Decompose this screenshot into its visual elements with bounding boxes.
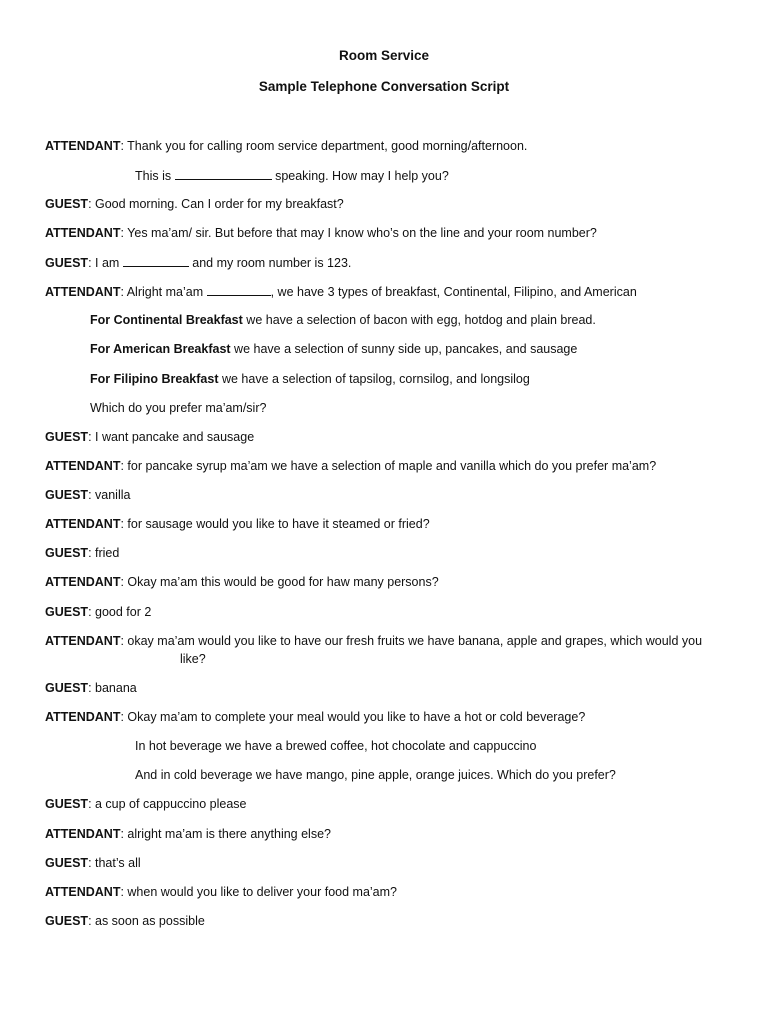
dialogue-text: : Good morning. Can I order for my breakfast? bbox=[88, 197, 344, 211]
speaker-label: GUEST bbox=[45, 856, 89, 870]
dialogue-line bbox=[45, 855, 141, 872]
dialogue-text: This is bbox=[135, 169, 175, 183]
dialogue-line bbox=[45, 913, 205, 930]
dialogue-line bbox=[45, 826, 331, 843]
breakfast-type-label: For American Breakfast bbox=[90, 342, 231, 356]
dialogue-text: : good for 2 bbox=[88, 605, 152, 619]
speaker-label: ATTENDANT bbox=[45, 139, 121, 153]
dialogue-text: like? bbox=[180, 652, 206, 666]
dialogue-text: : Yes ma’am/ sir. But before that may I know who’s on the line and your room number? bbox=[120, 226, 597, 240]
document-title: Room Service bbox=[338, 48, 430, 63]
speaker-label: GUEST bbox=[45, 914, 89, 928]
dialogue-text: : when would you like to deliver your food ma’am? bbox=[120, 885, 397, 899]
speaker-label: GUEST bbox=[45, 256, 89, 270]
dialogue-text: we have a selection of tapsilog, cornsilog, and longsilog bbox=[218, 372, 530, 386]
speaker-label: GUEST bbox=[45, 197, 89, 211]
speaker-label: GUEST bbox=[45, 488, 89, 502]
speaker-label: ATTENDANT bbox=[45, 575, 121, 589]
speaker-label: ATTENDANT bbox=[45, 285, 121, 299]
dialogue-line bbox=[45, 709, 585, 726]
dialogue-line-continuation bbox=[180, 651, 206, 668]
dialogue-text: : a cup of cappuccino please bbox=[88, 797, 247, 811]
dialogue-text: : vanilla bbox=[88, 488, 131, 502]
name-blank bbox=[207, 283, 271, 296]
dialogue-text: : banana bbox=[88, 681, 137, 695]
dialogue-line bbox=[45, 680, 137, 697]
dialogue-line bbox=[45, 516, 430, 533]
dialogue-line bbox=[45, 604, 151, 621]
dialogue-text: : Okay ma’am to complete your meal would you like to have a hot or cold beverage? bbox=[120, 710, 586, 724]
speaker-label: ATTENDANT bbox=[45, 517, 121, 531]
dialogue-text: : Thank you for calling room service department, good morning/afternoon. bbox=[120, 139, 528, 153]
dialogue-text: : I am bbox=[88, 256, 123, 270]
dialogue-text: : fried bbox=[88, 546, 120, 560]
dialogue-text: , we have 3 types of breakfast, Continental, Filipino, and American bbox=[270, 285, 637, 299]
dialogue-line bbox=[45, 138, 527, 155]
speaker-label: ATTENDANT bbox=[45, 634, 121, 648]
dialogue-text: : alright ma’am is there anything else? bbox=[120, 827, 331, 841]
dialogue-line bbox=[45, 458, 656, 475]
speaker-label: ATTENDANT bbox=[45, 710, 121, 724]
dialogue-text: : Alright ma’am bbox=[120, 285, 207, 299]
speaker-label: ATTENDANT bbox=[45, 459, 121, 473]
dialogue-line bbox=[45, 633, 702, 650]
dialogue-text: : okay ma’am would you like to have our fresh fruits we have banana, apple and grapes, which would you bbox=[120, 634, 703, 648]
speaker-label: GUEST bbox=[45, 681, 89, 695]
dialogue-line bbox=[45, 225, 597, 242]
dialogue-text: we have a selection of sunny side up, pancakes, and sausage bbox=[230, 342, 578, 356]
dialogue-line bbox=[90, 400, 266, 417]
speaker-label: ATTENDANT bbox=[45, 885, 121, 899]
dialogue-line bbox=[135, 167, 449, 185]
dialogue-text: and my room number is 123. bbox=[188, 256, 352, 270]
dialogue-line bbox=[135, 738, 536, 755]
dialogue-text: speaking. How may I help you? bbox=[271, 169, 449, 183]
breakfast-type-label: For Continental Breakfast bbox=[90, 313, 243, 327]
dialogue-text: : I want pancake and sausage bbox=[88, 430, 255, 444]
dialogue-line bbox=[45, 196, 344, 213]
dialogue-text: we have a selection of bacon with egg, hotdog and plain bread. bbox=[242, 313, 596, 327]
dialogue-line bbox=[135, 767, 616, 784]
dialogue-line bbox=[45, 545, 119, 562]
speaker-label: GUEST bbox=[45, 430, 89, 444]
name-blank bbox=[175, 167, 272, 180]
dialogue-text: And in cold beverage we have mango, pine apple, orange juices. Which do you prefer? bbox=[135, 768, 616, 782]
dialogue-line bbox=[45, 283, 637, 301]
speaker-label: GUEST bbox=[45, 546, 89, 560]
dialogue-line bbox=[45, 254, 351, 272]
document-subtitle: Sample Telephone Conversation Script bbox=[258, 79, 510, 94]
dialogue-text: : as soon as possible bbox=[88, 914, 205, 928]
dialogue-text: : Okay ma’am this would be good for haw many persons? bbox=[120, 575, 439, 589]
speaker-label: GUEST bbox=[45, 797, 89, 811]
dialogue-line bbox=[45, 487, 130, 504]
dialogue-line bbox=[90, 371, 530, 388]
speaker-label: ATTENDANT bbox=[45, 226, 121, 240]
dialogue-text: : for sausage would you like to have it steamed or fried? bbox=[120, 517, 430, 531]
dialogue-line bbox=[45, 796, 247, 813]
dialogue-text: : that’s all bbox=[88, 856, 141, 870]
dialogue-line bbox=[90, 312, 596, 329]
breakfast-type-label: For Filipino Breakfast bbox=[90, 372, 219, 386]
dialogue-text: In hot beverage we have a brewed coffee, hot chocolate and cappuccino bbox=[135, 739, 537, 753]
name-blank bbox=[123, 254, 189, 267]
speaker-label: ATTENDANT bbox=[45, 827, 121, 841]
speaker-label: GUEST bbox=[45, 605, 89, 619]
dialogue-text: Which do you prefer ma’am/sir? bbox=[90, 401, 267, 415]
dialogue-line bbox=[45, 429, 254, 446]
dialogue-line bbox=[90, 341, 577, 358]
dialogue-text: : for pancake syrup ma’am we have a selection of maple and vanilla which do you prefer ma’am? bbox=[120, 459, 657, 473]
dialogue-line bbox=[45, 574, 439, 591]
dialogue-line bbox=[45, 884, 397, 901]
